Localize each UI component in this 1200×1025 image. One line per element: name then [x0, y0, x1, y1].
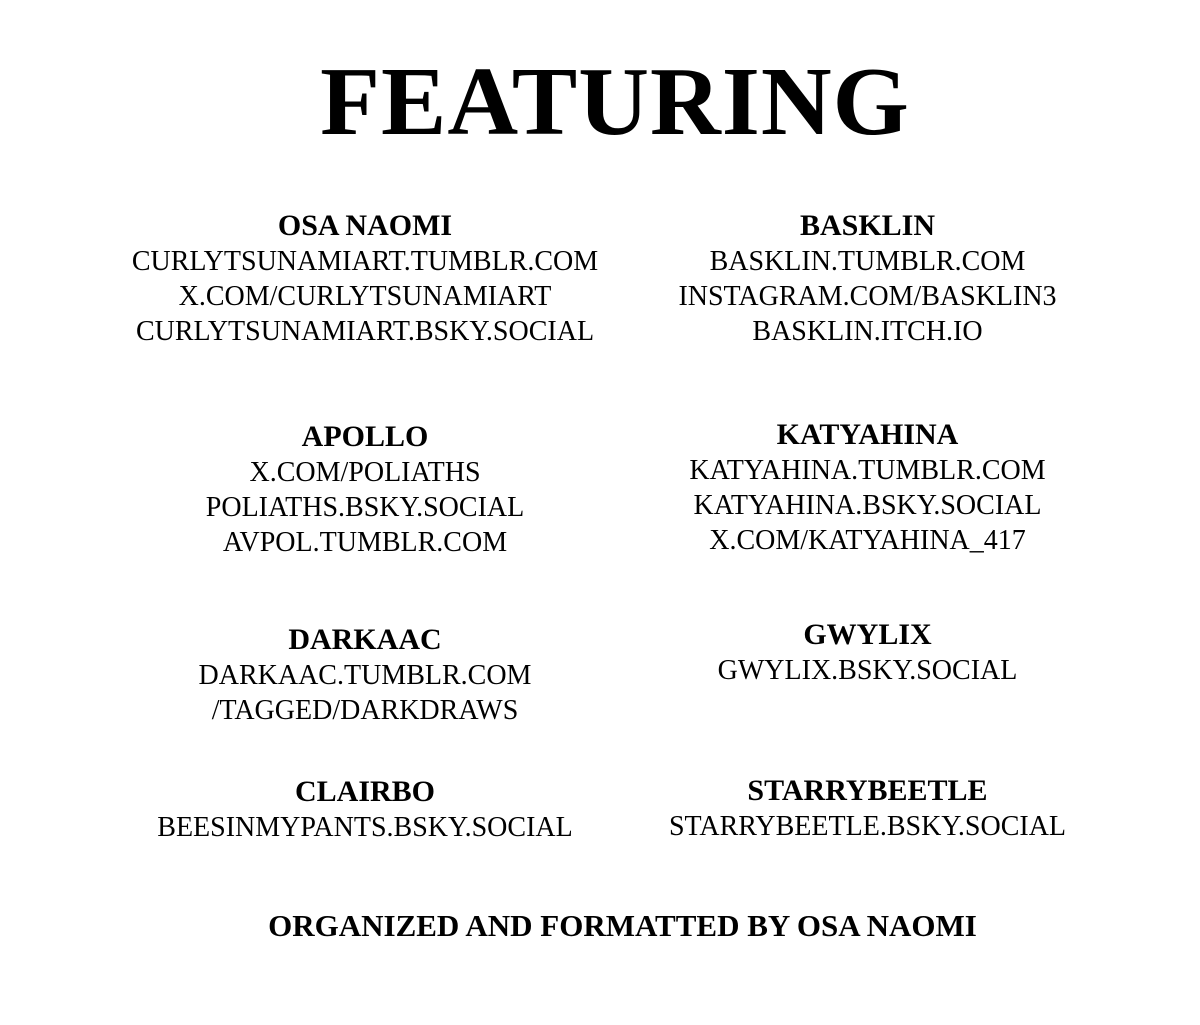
artist-link: KATYAHINA.TUMBLR.COM	[689, 455, 1046, 486]
artist-link: X.COM/CURLYTSUNAMIART	[178, 281, 552, 312]
artist-credit-darkaac	[110, 622, 620, 728]
artist-name: STARRYBEETLE	[747, 774, 988, 807]
artist-link: CURLYTSUNAMIART.TUMBLR.COM	[131, 246, 599, 277]
artist-name: GWYLIX	[803, 618, 932, 651]
artist-name: OSA NAOMI	[277, 209, 453, 242]
artist-name: KATYAHINA	[776, 418, 959, 451]
artist-link: X.COM/POLIATHS	[249, 457, 481, 488]
artist-name: CLAIRBO	[294, 775, 436, 808]
artist-link: BASKLIN.ITCH.IO	[752, 316, 983, 347]
artist-link: KATYAHINA.BSKY.SOCIAL	[693, 490, 1042, 521]
artist-name: DARKAAC	[288, 623, 442, 656]
artist-link: INSTAGRAM.COM/BASKLIN3	[678, 281, 1057, 312]
artist-link: CURLYTSUNAMIART.BSKY.SOCIAL	[135, 316, 595, 347]
artist-link: BEESINMYPANTS.BSKY.SOCIAL	[157, 812, 573, 843]
artist-link: X.COM/KATYAHINA_417	[709, 525, 1026, 556]
footer-credit: ORGANIZED AND FORMATTED BY OSA NAOMI	[268, 908, 977, 943]
artist-credit-gwylix	[620, 617, 1115, 688]
artist-credit-apollo	[110, 419, 620, 560]
artist-link: GWYLIX.BSKY.SOCIAL	[717, 655, 1018, 686]
artist-link: /TAGGED/DARKDRAWS	[211, 695, 519, 726]
artist-link: DARKAAC.TUMBLR.COM	[198, 660, 532, 691]
page-title: FEATURING	[320, 48, 910, 156]
artist-link: AVPOL.TUMBLR.COM	[222, 527, 508, 558]
artist-credit-osa-naomi	[110, 208, 620, 349]
artist-credit-clairbo	[110, 774, 620, 845]
artist-link: POLIATHS.BSKY.SOCIAL	[205, 492, 525, 523]
artist-link: STARRYBEETLE.BSKY.SOCIAL	[668, 811, 1067, 842]
artist-name: BASKLIN	[799, 209, 936, 242]
artist-credit-katyahina	[620, 417, 1115, 558]
artist-name: APOLLO	[301, 420, 429, 453]
artist-link: BASKLIN.TUMBLR.COM	[709, 246, 1026, 277]
artist-credit-basklin	[620, 208, 1115, 349]
artist-credit-starrybeetle	[620, 773, 1115, 844]
